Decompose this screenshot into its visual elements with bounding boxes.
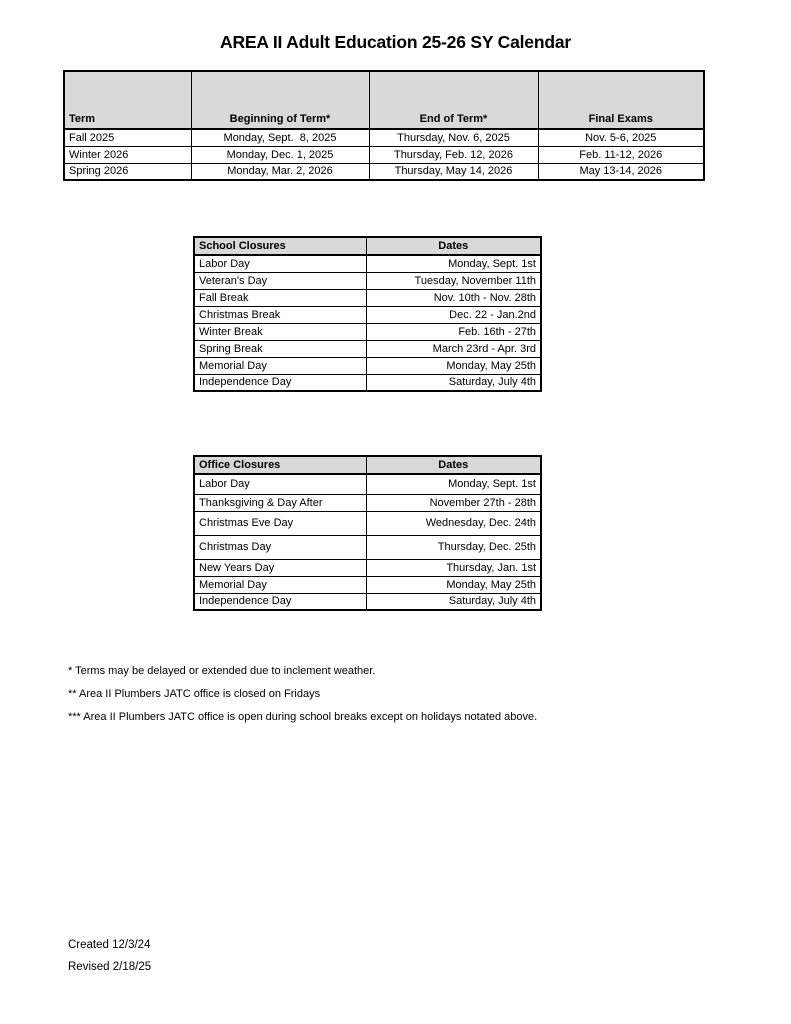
closure-row — [194, 289, 541, 306]
closure-name-cell: Independence Day — [194, 593, 366, 610]
closure-name-cell: Memorial Day — [194, 357, 366, 374]
closure-row — [194, 535, 541, 559]
term-table-header-row — [64, 71, 704, 129]
closure-date-cell: Monday, Sept. 1st — [366, 255, 541, 272]
revised-date: Revised 2/18/25 — [68, 961, 152, 973]
created-date: Created 12/3/24 — [68, 939, 151, 951]
final-exams-cell: Feb. 11-12, 2026 — [538, 146, 704, 163]
closure-name-cell: New Years Day — [194, 559, 366, 576]
term-cell: Spring 2026 — [64, 163, 191, 180]
term-table — [63, 70, 705, 181]
closure-date-cell: Monday, May 25th — [366, 576, 541, 593]
end-date-cell: Thursday, Feb. 12, 2026 — [369, 146, 538, 163]
page-title: AREA II Adult Education 25-26 SY Calendar — [220, 32, 571, 52]
closure-date-cell: Thursday, Dec. 25th — [366, 535, 541, 559]
column-header-beginning: Beginning of Term* — [191, 71, 369, 129]
term-row-spring — [64, 163, 704, 180]
column-header-final-exams: Final Exams — [538, 71, 704, 129]
closure-row — [194, 511, 541, 535]
closure-row — [194, 357, 541, 374]
closure-name-cell: Labor Day — [194, 255, 366, 272]
closure-name-cell: Christmas Break — [194, 306, 366, 323]
closure-row — [194, 474, 541, 494]
term-row-winter — [64, 146, 704, 163]
closure-row — [194, 306, 541, 323]
closure-row — [194, 323, 541, 340]
begin-date-cell: Monday, Sept. 8, 2025 — [191, 129, 369, 146]
closure-name-cell: Independence Day — [194, 374, 366, 391]
final-exams-cell: May 13-14, 2026 — [538, 163, 704, 180]
school-closures-table — [193, 236, 542, 392]
closure-date-cell: Nov. 10th - Nov. 28th — [366, 289, 541, 306]
closure-row — [194, 340, 541, 357]
school-closures-header-row — [194, 237, 541, 255]
closure-row — [194, 593, 541, 610]
column-header-dates: Dates — [366, 456, 541, 474]
document-footer — [68, 939, 151, 983]
closure-row — [194, 255, 541, 272]
closure-name-cell: Memorial Day — [194, 576, 366, 593]
office-closures-table — [193, 455, 542, 611]
column-header-end: End of Term* — [369, 71, 538, 129]
closure-name-cell: Spring Break — [194, 340, 366, 357]
closure-date-cell: Monday, May 25th — [366, 357, 541, 374]
closure-name-cell: Winter Break — [194, 323, 366, 340]
closure-date-cell: Thursday, Jan. 1st — [366, 559, 541, 576]
final-exams-cell: Nov. 5-6, 2025 — [538, 129, 704, 146]
closure-name-cell: Fall Break — [194, 289, 366, 306]
closure-date-cell: Tuesday, November 11th — [366, 272, 541, 289]
footnote: * Terms may be delayed or extended due to inclement weather. — [68, 665, 376, 677]
begin-date-cell: Monday, Mar. 2, 2026 — [191, 163, 369, 180]
end-date-cell: Thursday, May 14, 2026 — [369, 163, 538, 180]
closure-row — [194, 559, 541, 576]
term-row-fall — [64, 129, 704, 146]
begin-date-cell: Monday, Dec. 1, 2025 — [191, 146, 369, 163]
closure-name-cell: Christmas Day — [194, 535, 366, 559]
closure-date-cell: Saturday, July 4th — [366, 374, 541, 391]
footnote: *** Area II Plumbers JATC office is open during school breaks except on holidays notated above. — [68, 711, 538, 723]
column-header-school-closures: School Closures — [194, 237, 366, 255]
closure-date-cell: Feb. 16th - 27th — [366, 323, 541, 340]
closure-name-cell: Thanksgiving & Day After — [194, 494, 366, 511]
closure-date-cell: Monday, Sept. 1st — [366, 474, 541, 494]
column-header-office-closures: Office Closures — [194, 456, 366, 474]
column-header-dates: Dates — [366, 237, 541, 255]
closure-date-cell: Dec. 22 - Jan.2nd — [366, 306, 541, 323]
closure-date-cell: March 23rd - Apr. 3rd — [366, 340, 541, 357]
end-date-cell: Thursday, Nov. 6, 2025 — [369, 129, 538, 146]
closure-row — [194, 576, 541, 593]
closure-name-cell: Veteran's Day — [194, 272, 366, 289]
closure-row — [194, 494, 541, 511]
footnote: ** Area II Plumbers JATC office is closed on Fridays — [68, 688, 321, 700]
closure-name-cell: Christmas Eve Day — [194, 511, 366, 535]
closure-name-cell: Labor Day — [194, 474, 366, 494]
column-header-term: Term — [64, 71, 191, 129]
closure-row — [194, 272, 541, 289]
office-closures-header-row — [194, 456, 541, 474]
closure-date-cell: November 27th - 28th — [366, 494, 541, 511]
term-cell: Winter 2026 — [64, 146, 191, 163]
closure-date-cell: Saturday, July 4th — [366, 593, 541, 610]
closure-date-cell: Wednesday, Dec. 24th — [366, 511, 541, 535]
footnotes — [68, 666, 537, 735]
term-cell: Fall 2025 — [64, 129, 191, 146]
closure-row — [194, 374, 541, 391]
